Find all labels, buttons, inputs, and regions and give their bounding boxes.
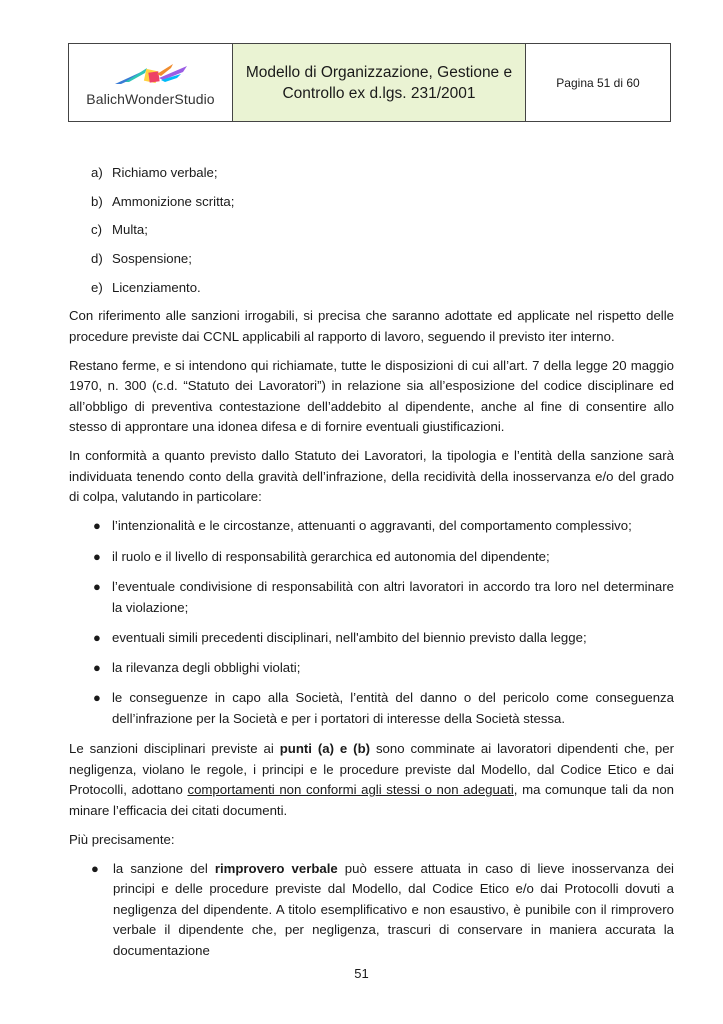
detail-text-1: la sanzione del	[113, 860, 215, 876]
detail-text-2: può essere attuata in caso di lieve inosservanza dei principi e delle procedure previste dal Modello, dal Codice Etico e/o dai Protocolli dovuti a negligenza del dipendente. A titolo esemplificativo e non esaustivo, è punibile con il rimprovero verbale il dipendente che, per negligenza, trascuri di conservare in maniera accurata la documentazione	[113, 860, 674, 958]
bullet-icon: ●	[93, 660, 101, 676]
criteria-list	[69, 516, 674, 729]
bullet-icon: ●	[93, 579, 101, 595]
brand-logo-icon	[111, 60, 191, 90]
list-item	[91, 163, 674, 184]
list-item-text: l’eventuale condivisione di responsabilità con altri lavoratori in accordo tra loro nel determinare la violazione;	[112, 579, 674, 615]
list-item-text: eventuali simili precedenti disciplinari, nell'ambito del biennio previsto dalla legge;	[112, 629, 587, 645]
document-header	[68, 43, 671, 122]
para4-bold-points: punti (a) e (b)	[279, 741, 371, 757]
list-item	[91, 249, 674, 270]
paragraph-sanctions-a-b	[69, 739, 674, 821]
paragraph-conformity: In conformità a quanto previsto dallo Statuto dei Lavoratori, la tipologia e l’entità della sanzione sarà individuata tenendo conto della gravità dell’infrazione, della recidività della inosservanza e/o del grado di colpa, valutando in particolare:	[69, 448, 674, 505]
para4-text-3: , ma comunque tali da non minare l’efficacia dei citati documenti.	[69, 782, 674, 818]
list-item	[93, 577, 674, 618]
paragraph-sanctions-procedure: Con riferimento alle sanzioni irrogabili, si precisa che saranno adottate ed applicate nel rispetto delle procedure previste dai CCNL applicabili al rapporto di lavoro, seguendo il previsto iter interno.	[69, 308, 674, 344]
paragraph-statuto-lavoratori: Restano ferme, e si intendono qui richiamate, tutte le disposizioni di cui all’art. 7 della legge 20 maggio 1970, n. 300 (c.d. “Statuto dei Lavoratori”) in relazione sia all’esposizione del codice disciplinare ed all’obbligo di preventiva contestazione dell’addebito al dipendente, anche al fine di consentire allo stesso di approntare una idonea difesa e di fornire eventuali giustificazioni.	[69, 357, 674, 435]
bullet-icon: ●	[91, 860, 99, 876]
list-marker: d)	[91, 251, 103, 267]
detail-list	[69, 859, 674, 962]
list-item-text: Sospensione;	[112, 251, 192, 267]
bullet-icon: ●	[93, 548, 101, 564]
detail-bold: rimprovero verbale	[214, 860, 338, 876]
list-marker: c)	[91, 222, 102, 238]
list-item-text: il ruolo e il livello di responsabilità gerarchica ed autonomia del dipendente;	[112, 548, 550, 564]
list-item	[93, 658, 674, 679]
list-item	[93, 547, 674, 568]
list-item-text: Ammonizione scritta;	[112, 193, 235, 209]
para4-text-1: Le sanzioni disciplinari previste ai	[69, 741, 280, 757]
detail-item-text	[113, 859, 674, 962]
list-item	[93, 688, 674, 729]
list-item	[91, 278, 674, 299]
page-body	[69, 163, 674, 971]
document-title-line-1: Modello di Organizzazione, Gestione e	[245, 63, 513, 81]
list-item-text: la rilevanza degli obblighi violati;	[112, 660, 301, 676]
bullet-icon: ●	[93, 629, 101, 645]
page-number: 51	[354, 966, 369, 981]
list-item	[91, 859, 674, 962]
list-item	[93, 516, 674, 537]
list-marker: b)	[91, 193, 103, 209]
list-item	[93, 628, 674, 649]
logo-cell	[69, 44, 233, 121]
list-item-text: l’intenzionalità e le circostanze, attenuanti o aggravanti, del comportamento complessivo;	[112, 518, 632, 534]
paragraph-more-precisely: Più precisamente:	[69, 831, 175, 847]
logo-text: BalichWonderStudio	[86, 91, 215, 107]
para4-text-2: sono comminate ai lavoratori dipendenti che, per negligenza, violano le regole, i principi e le procedure previste dal Modello, dal Codice Etico e dai Protocolli, adottano	[69, 741, 674, 798]
document-title-cell	[233, 44, 526, 121]
document-title-line-2: Controllo ex d.lgs. 231/2001	[282, 84, 476, 102]
para4-underlined: comportamenti non conformi agli stessi o non adeguati	[187, 782, 514, 798]
bullet-icon: ●	[93, 690, 101, 706]
list-marker: a)	[91, 165, 103, 180]
sanctions-list	[69, 163, 674, 298]
list-item-text: Licenziamento.	[112, 279, 201, 295]
list-item	[91, 192, 674, 213]
document-title	[246, 62, 512, 104]
list-item	[91, 220, 674, 241]
list-marker: e)	[91, 279, 103, 295]
bullet-icon: ●	[93, 518, 101, 534]
page-indicator: Pagina 51 di 60	[556, 75, 640, 90]
list-item-text: Richiamo verbale;	[112, 165, 218, 180]
list-item-text: Multa;	[112, 222, 148, 238]
list-item-text: le conseguenze in capo alla Società, l’entità del danno o del pericolo come conseguenza dell’infrazione per la Società e per i portatori di interesse della Società stessa.	[112, 690, 674, 726]
